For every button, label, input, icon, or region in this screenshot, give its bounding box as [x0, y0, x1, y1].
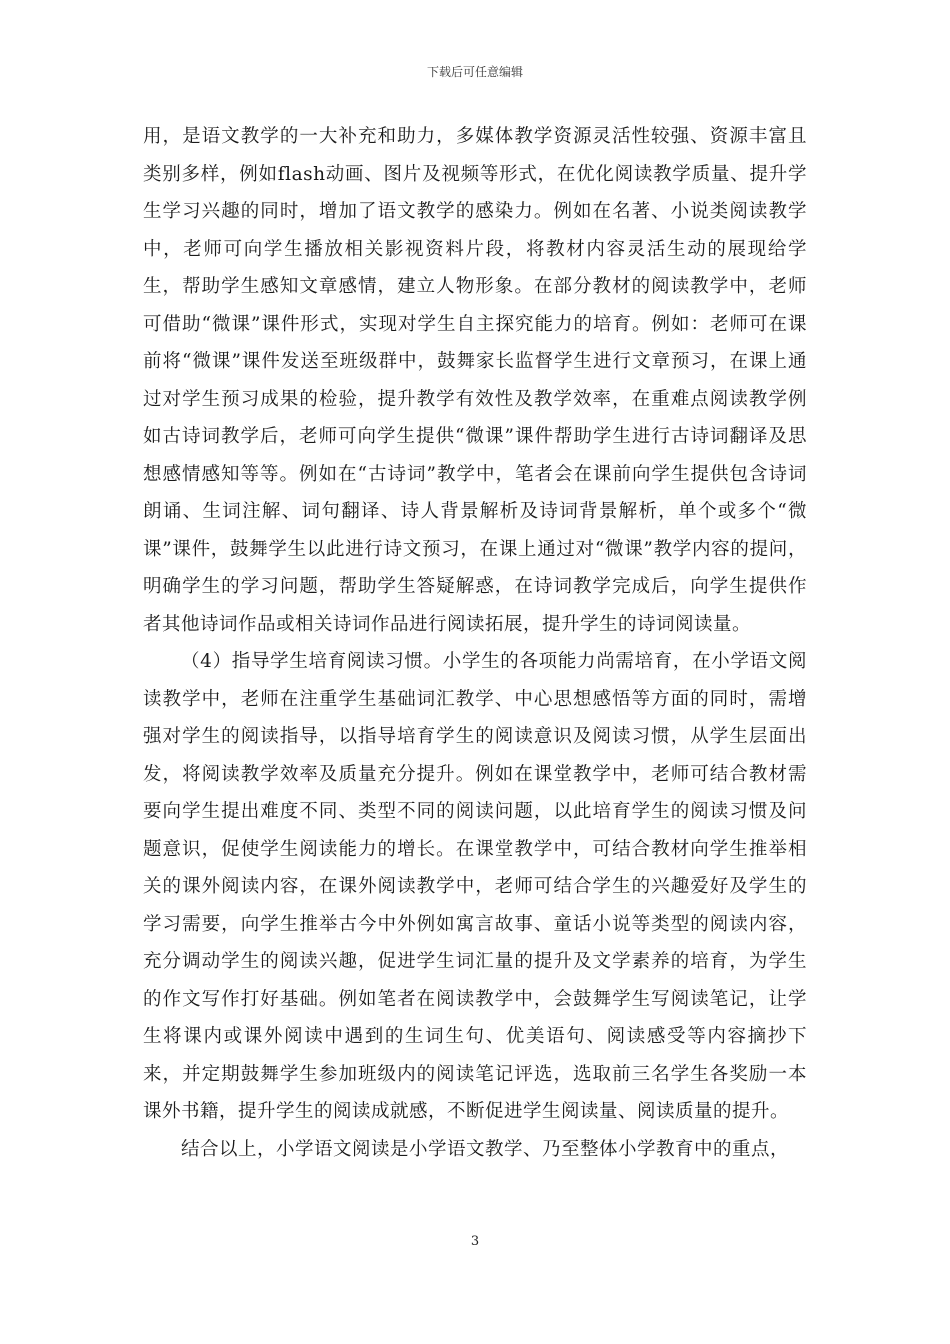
paragraph-multimedia-teaching: 用，是语文教学的一大补充和助力，多媒体教学资源灵活性较强、资源丰富且类别多样，例如flash动画、图片及视频等形式，在优化阅读教学质量、提升学生学习兴趣的同时，增加了语文教学的感染力。例如在名著、小说类阅读教学中，老师可向学生播放相关影视资料片段，将教材内容灵活生动的展现给学生，帮助学生感知文章感情，建立人物形象。在部分教材的阅读教学中，老师可借助“微课”课件形式，实现对学生自主探究能力的培育。例如：老师可在课前将“微课”课件发送至班级群中，鼓舞家长监督学生进行文章预习，在课上通过对学生预习成果的检验，提升教学有效性及教学效率，在重难点阅读教学例如古诗词教学后，老师可向学生提供“微课”课件帮助学生进行古诗词翻译及思想感情感知等等。例如在“古诗词”教学中，笔者会在课前向学生提供包含诗词朗诵、生词注解、词句翻译、诗人背景解析及诗词背景解析，单个或多个“微课”课件，鼓舞学生以此进行诗文预习，在课上通过对“微课”教学内容的提问，明确学生的学习问题，帮助学生答疑解惑，在诗词教学完成后，向学生提供作者其他诗词作品或相关诗词作品进行阅读拓展，提升学生的诗词阅读量。	[143, 126, 807, 635]
page-number: 3	[470, 1234, 480, 1249]
paragraph-reading-habits: （4）指导学生培育阅读习惯。小学生的各项能力尚需培育，在小学语文阅读教学中，老师在注重学生基础词汇教学、中心思想感悟等方面的同时，需增强对学生的阅读指导，以指导培育学生的阅读意识及阅读习惯，从学生层面出发，将阅读教学效率及质量充分提升。例如在课堂教学中，老师可结合教材需要向学生提出难度不同、类型不同的阅读问题，以此培育学生的阅读习惯及问题意识，促使学生阅读能力的增长。在课堂教学中，可结合教材向学生推举相关的课外阅读内容，在课外阅读教学中，老师可结合学生的兴趣爱好及学生的学习需要，向学生推举古今中外例如寓言故事、童话小说等类型的阅读内容，充分调动学生的阅读兴趣，促进学生词汇量的提升及文学素养的培育，为学生的作文写作打好基础。例如笔者在阅读教学中，会鼓舞学生写阅读笔记，让学生将课内或课外阅读中遇到的生词生句、优美语句、阅读感受等内容摘抄下来，并定期鼓舞学生参加班级内的阅读笔记评选，选取前三名学生各奖励一本课外书籍，提升学生的阅读成就感，不断促进学生阅读量、阅读质量的提升。	[143, 651, 807, 1122]
paragraph-conclusion: 结合以上，小学语文阅读是小学语文教学、乃至整体小学教育中的重点，	[181, 1138, 790, 1160]
page-header: 下载后可任意编辑	[426, 65, 523, 79]
body-text	[143, 118, 807, 1168]
